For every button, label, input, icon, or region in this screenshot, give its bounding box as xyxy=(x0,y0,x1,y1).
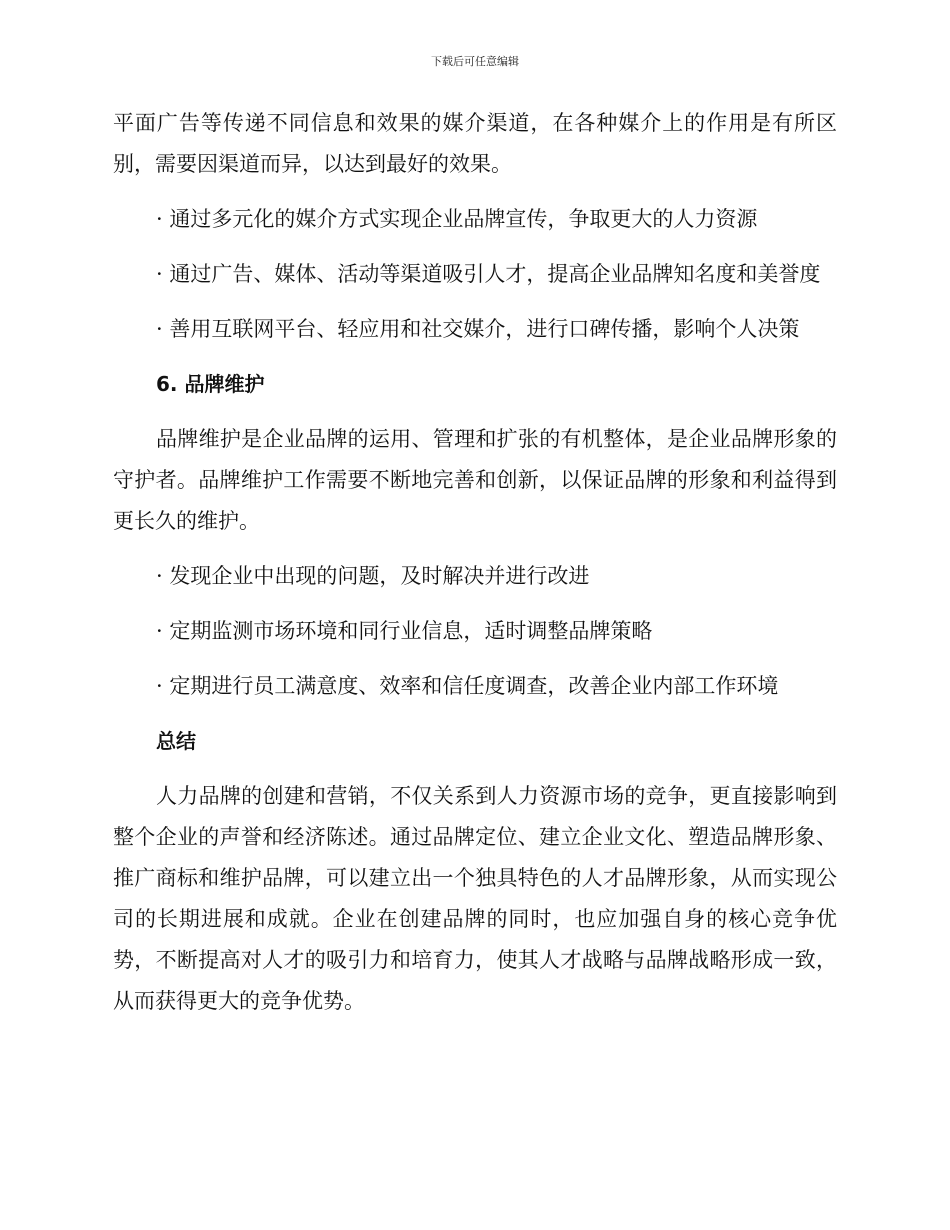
section-6-paragraph: 品牌维护是企业品牌的运用、管理和扩张的有机整体，是企业品牌形象的守护者。品牌维护工作需要不断地完善和创新，以保证品牌的形象和利益得到更长久的维护。 xyxy=(113,427,837,533)
summary-heading: 总结 xyxy=(156,729,196,753)
section-6-heading: 6. 品牌维护 xyxy=(156,372,265,396)
document-body xyxy=(113,103,837,1022)
intro-paragraph: 平面广告等传递不同信息和效果的媒介渠道，在各种媒介上的作用是有所区别，需要因渠道而异，以达到最好的效果。 xyxy=(113,111,837,176)
media-bullet-1: · 通过多元化的媒介方式实现企业品牌宣传，争取更大的人力资源 xyxy=(156,207,758,231)
summary-paragraph: 人力品牌的创建和营销，不仅关系到人力资源市场的竞争，更直接影响到整个企业的声誉和经济陈述。通过品牌定位、建立企业文化、塑造品牌形象、推广商标和维护品牌，可以建立出一个独具特色的人才品牌形象，从而实现公司的长期进展和成就。企业在创建品牌的同时，也应加强自身的核心竞争优势，不断提高对人才的吸引力和培育力，使其人才战略与品牌战略形成一致，从而获得更大的竞争优势。 xyxy=(113,784,837,1013)
maintenance-bullet-2: · 定期监测市场环境和同行业信息，适时调整品牌策略 xyxy=(156,619,653,643)
media-bullet-2: · 通过广告、媒体、活动等渠道吸引人才，提高企业品牌知名度和美誉度 xyxy=(156,262,821,286)
maintenance-bullet-1: · 发现企业中出现的问题，及时解决并进行改进 xyxy=(156,564,590,588)
maintenance-bullet-3: · 定期进行员工满意度、效率和信任度调查，改善企业内部工作环境 xyxy=(156,674,779,698)
media-bullet-3: · 善用互联网平台、轻应用和社交媒介，进行口碑传播，影响个人决策 xyxy=(156,317,800,341)
page-header-note: 下载后可任意编辑 xyxy=(431,55,519,68)
